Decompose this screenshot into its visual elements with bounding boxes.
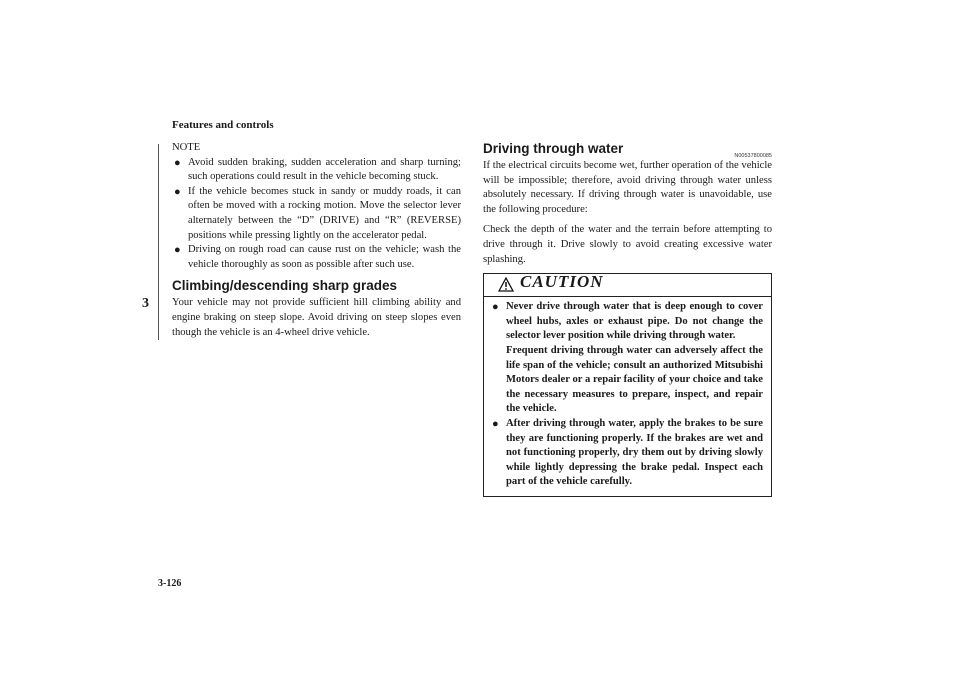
bullet-icon: ● (174, 244, 181, 257)
note-list (172, 156, 461, 273)
note-label: NOTE (172, 142, 201, 153)
caution-item-text: Frequent driving through water can adversely affect the life span of the vehicle; consult an authorized Mitsubishi Motors dealer or a repair facility of your choice and take the necessary measures to prepare, inspect, and repair the vehicle. (506, 344, 763, 415)
caution-item-text: Never drive through water that is deep enough to cover wheel hubs, axles or exhaust pipe. Do not change the selector lever position while driving through water. (506, 301, 763, 342)
caution-box (483, 273, 772, 497)
note-item (172, 156, 461, 185)
chapter-number: 3 (142, 296, 149, 311)
note-item-text: If the vehicle becomes stuck in sandy or muddy roads, it can often be moved with a rocking motion. Move the selector lever alternately between the “D” (DRIVE) and “R” (REVERSE) positions while pressing lightly on the accelerator pedal. (188, 185, 461, 241)
caution-title: CAUTION (520, 272, 604, 292)
water-paragraph-1: If the electrical circuits become wet, further operation of the vehicle will be impossible; therefore, avoid driving through water unless absolutely necessary. If driving through water is unavoidable, use the following procedure: (483, 160, 772, 215)
note-item-text: Avoid sudden braking, sudden acceleration and sharp turning; such operations could result in the vehicle becoming stuck. (188, 156, 461, 183)
left-column (172, 141, 461, 346)
bullet-icon: ● (174, 185, 181, 198)
bullet-icon: ● (174, 156, 181, 169)
section-code: N00537800085 (734, 153, 772, 159)
right-column (483, 141, 772, 497)
note-item (172, 185, 461, 243)
caution-item (490, 417, 763, 490)
bullet-icon: ● (492, 417, 499, 430)
section-title-climbing: Climbing/descending sharp grades (172, 278, 398, 294)
caution-list (490, 300, 763, 490)
caution-header (484, 274, 771, 297)
note-item-text: Driving on rough road can cause rust on the vehicle; wash the vehicle thoroughly as soon as possible after such use. (188, 244, 461, 270)
caution-item-text: After driving through water, apply the brakes to be sure they are functioning properly. If the brakes are wet and not functioning properly, dry them out by driving slowly while lightly depressing the brake pedal. Inspect each part of the vehicle carefully. (506, 417, 763, 488)
caution-body (484, 297, 771, 496)
water-paragraph-2: Check the depth of the water and the terrain before attempting to drive through it. Drive slowly to avoid creating excessive water splashing. (483, 224, 772, 265)
caution-item (490, 300, 763, 417)
page-number: 3-126 (158, 578, 182, 589)
section-title-water: Driving through water (483, 141, 624, 156)
warning-triangle-icon (498, 277, 514, 298)
bullet-icon: ● (492, 301, 499, 314)
section-body-climbing: Your vehicle may not provide sufficient hill climbing ability and engine braking on steep slope. Avoid driving on steep slopes even though the vehicle is an 4-wheel drive vehicle. (172, 297, 461, 338)
page-header: Features and controls (172, 119, 274, 131)
note-item (172, 243, 461, 272)
section-heading-row (483, 141, 772, 157)
